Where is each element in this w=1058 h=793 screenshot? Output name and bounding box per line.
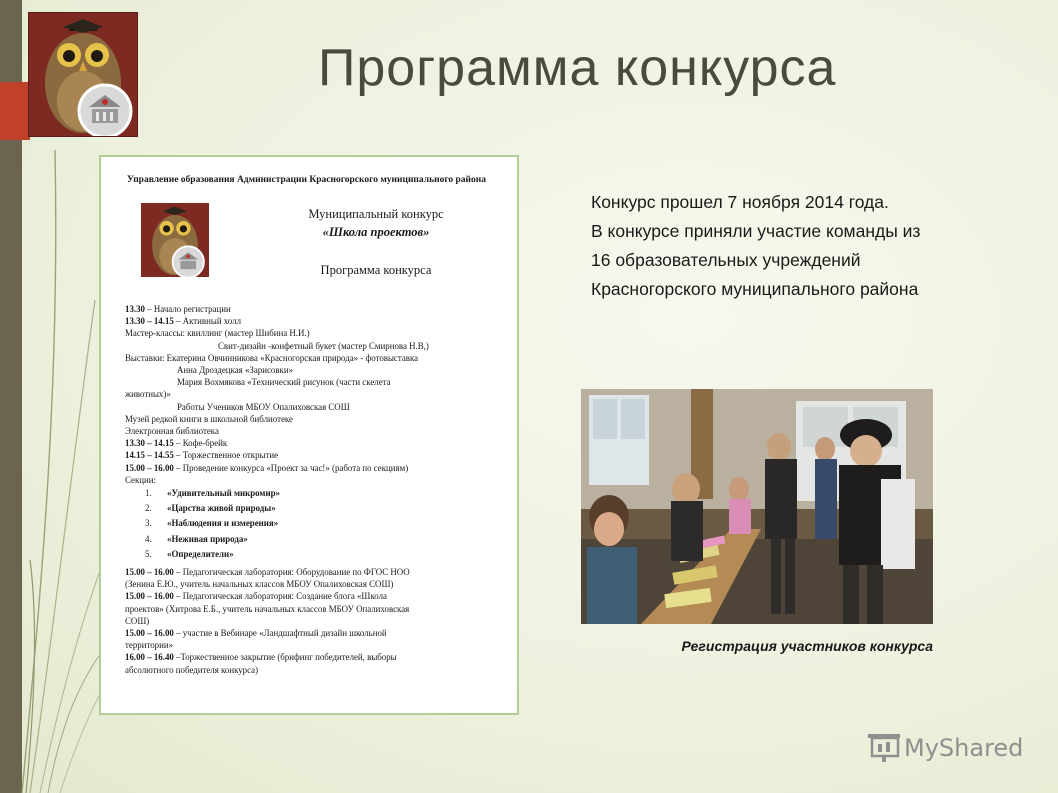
doc-title-contest: Муниципальный конкурс xyxy=(308,207,444,221)
program-line xyxy=(125,425,501,437)
owl-school-logo-small xyxy=(141,203,209,277)
program-line xyxy=(125,603,501,615)
program-line xyxy=(125,340,501,352)
contest-info xyxy=(591,188,1031,304)
slide-title: Программа конкурса xyxy=(318,39,837,97)
program-text: – Проведение конкурса «Проект за час!» (работа по секциям) xyxy=(173,462,409,473)
doc-body xyxy=(125,303,501,676)
program-text: Музей редкой книги в школьной библиотеке xyxy=(125,413,293,424)
program-text: (Зенина Е.Ю., учитель начальных классов МБОУ Опалиховская СОШ) xyxy=(125,579,394,590)
program-line xyxy=(125,327,501,339)
program-text: СОШ) xyxy=(125,615,150,626)
myshared-text: MyShared xyxy=(904,734,1024,762)
program-text: – Активный холл xyxy=(173,316,242,327)
info-line: Красногорского муниципального района xyxy=(591,279,919,299)
myshared-watermark xyxy=(866,730,1026,766)
section-label: «Неживая природа» xyxy=(167,533,248,544)
program-line xyxy=(125,364,501,376)
section-item xyxy=(125,501,501,516)
program-text: Работы Учеников МБОУ Опалиховская СОШ xyxy=(177,401,350,412)
program-line xyxy=(125,437,501,449)
program-line xyxy=(125,388,501,400)
section-number: 3. xyxy=(145,518,152,529)
program-line xyxy=(125,413,501,425)
section-number: 5. xyxy=(145,548,152,559)
program-line xyxy=(125,352,501,364)
program-text: Мария Вохмякова «Технический рисунок (части скелета xyxy=(177,377,391,388)
program-text: Секции: xyxy=(125,474,156,485)
program-line xyxy=(125,303,501,315)
program-text: Выставки: Екатерина Овчинникова «Красногорская природа» - фотовыставка xyxy=(125,352,419,363)
program-time: 16.00 – 16.40 xyxy=(125,652,174,663)
info-line: Конкурс прошел 7 ноября 2014 года. xyxy=(591,192,889,212)
section-number: 4. xyxy=(145,533,152,544)
program-text: – Педагогическая лаборатория: Создание блога «Школа xyxy=(173,591,387,602)
program-line xyxy=(125,651,501,663)
program-time: 15.00 – 16.00 xyxy=(125,628,174,638)
info-line: В конкурсе приняли участие команды из xyxy=(591,221,921,241)
program-text: Электронная библиотека xyxy=(125,426,219,437)
program-time: 13.30 – 14.15 xyxy=(125,438,174,449)
section-number: 1. xyxy=(145,488,152,499)
program-time: 15.00 – 16.00 xyxy=(125,566,174,577)
program-text: абсолютного победителя конкурса) xyxy=(125,664,259,675)
program-line xyxy=(125,627,501,639)
owl-school-logo xyxy=(28,12,138,137)
doc-header: Управление образования Администрации Красногорского муниципального района xyxy=(127,175,487,185)
program-text: – участие в Вебинаре «Ландшафтный дизайн школьной xyxy=(173,628,387,638)
program-line xyxy=(125,474,501,486)
program-text: – Педагогическая лаборатория: Оборудование по ФГОС НОО xyxy=(173,566,410,577)
program-line xyxy=(125,376,501,388)
program-text: территории» xyxy=(125,640,174,651)
program-line xyxy=(125,401,501,413)
section-label: «Удивительный микромир» xyxy=(167,488,280,499)
section-label: «Определители» xyxy=(167,548,234,559)
registration-photo xyxy=(581,389,933,624)
program-text: –Торжественное закрытие (брифинг победителей, выборы xyxy=(173,652,397,663)
program-line xyxy=(125,462,501,474)
program-document xyxy=(99,155,519,715)
doc-title-program: Программа конкурса xyxy=(320,263,432,277)
program-line xyxy=(125,590,501,602)
program-line xyxy=(125,615,501,627)
section-label: «Царства живой природы» xyxy=(167,503,276,514)
program-line xyxy=(125,578,501,590)
program-line xyxy=(125,664,501,676)
section-number: 2. xyxy=(145,503,152,514)
program-line xyxy=(125,639,501,651)
program-text: проектов» (Хитрова Е.Б., учитель начальных классов МБОУ Опалиховская xyxy=(125,603,410,614)
program-text: – Начало регистрации xyxy=(144,304,231,314)
program-time: 15.00 – 16.00 xyxy=(125,462,174,473)
doc-title-school: «Школа проектов» xyxy=(322,225,430,239)
program-text: – Торжественное открытие xyxy=(173,450,279,461)
program-time: 13.30 xyxy=(125,304,145,314)
section-label: «Наблюдения и измерения» xyxy=(167,518,279,529)
program-text: Мастер-классы: квиллинг (мастер Шибина Н.И.) xyxy=(125,328,310,339)
info-line: 16 образовательных учреждений xyxy=(591,250,861,270)
program-text: – Кофе-брейк xyxy=(173,438,228,449)
program-time: 14.15 – 14.55 xyxy=(125,450,174,461)
program-time: 15.00 – 16.00 xyxy=(125,591,174,602)
program-line xyxy=(125,449,501,461)
section-item xyxy=(125,486,501,501)
section-item xyxy=(125,516,501,531)
program-line xyxy=(125,566,501,578)
photo-caption: Регистрация участников конкурса xyxy=(681,638,933,654)
program-text: животных)» xyxy=(125,389,171,400)
program-text: Свит-дизайн -конфетный букет (мастер Смирнова Н.В,) xyxy=(218,340,429,351)
program-line xyxy=(125,315,501,327)
program-time: 13.30 – 14.15 xyxy=(125,316,174,327)
myshared-logo-icon xyxy=(866,730,902,764)
section-item xyxy=(125,547,501,562)
program-text: Анна Дроздецкая «Зарисовки» xyxy=(177,365,294,376)
section-item xyxy=(125,532,501,547)
